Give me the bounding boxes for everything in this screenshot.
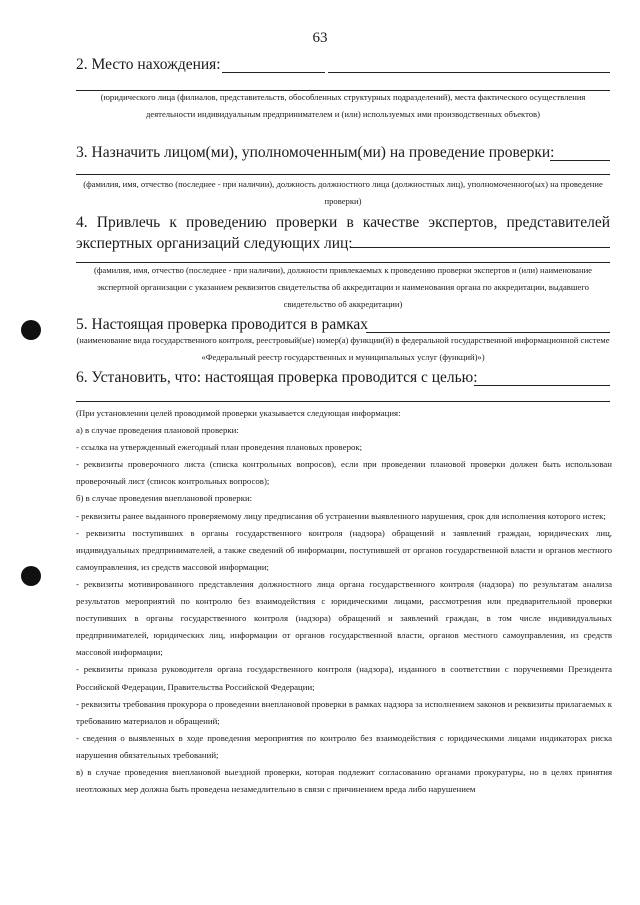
section-2-caption: (юридического лица (филиалов, представительств, обособленных структурных подразделений), места фактического осуществления деятельности индивидуальным предпринимателем и (или) используемых ими производственных объектов)	[100, 92, 586, 119]
fill-line	[350, 247, 610, 248]
paragraph: (При установлении целей проводимой проверки указывается следующая информация:	[76, 408, 401, 418]
section-3-heading: 3. Назначить лицом(ми), уполномоченным(ми) на проведение проверки:	[76, 144, 555, 161]
fill-line	[222, 72, 325, 73]
paragraph: - сведения о выявленных в ходе проведения мероприятия по контролю без взаимодействия с юридическими лицами индикаторах риска нарушения обязательных требований;	[76, 732, 612, 760]
page-number: 63	[312, 30, 328, 46]
paragraph: - реквизиты требования прокурора о проведении внеплановой проверки в рамках надзора за исполнением законов и реквизиты прилагаемых к требованию материалов и обращений;	[76, 698, 612, 726]
paragraph: - ссылка на утвержденный ежегодный план проведения плановых проверок;	[76, 442, 363, 453]
paragraph: - реквизиты мотивированного представления должностного лица органа государственного контроля (надзора) по результатам анализа результатов мероприятий по контролю без взаимодействия с юридическими лицами, рассмотрения или предварительной проверки поступивших в органы государственного контроля (надзора) обращений и заявлений граждан, в том числе индивидуальных предпринимателей, юридических лиц, информации от органов государственной власти, органов местного самоуправления, из средств массовой информации;	[76, 578, 612, 658]
section-4-heading: 4. Привлечь к проведению проверки в качестве экспертов, представителей экспертных организаций следующих лиц:	[76, 214, 610, 252]
paragraph: - реквизиты ранее выданного проверяемому лицу предписания об устранении выявленного нарушения, срок для исполнения которого истек;	[76, 510, 606, 521]
goals-info-text	[76, 405, 612, 798]
section-5-heading: 5. Настоящая проверка проводится в рамках	[76, 316, 369, 333]
paragraph: - реквизиты проверочного листа (списка контрольных вопросов), если при проведении плановой проверки должен быть использован проверочный лист (список контрольных вопросов);	[76, 459, 612, 487]
paragraph: - реквизиты приказа руководителя органа государственного контроля (надзора), изданного в соответствии с поручениями Президента Российской Федерации, Правительства Российской Федерации;	[76, 664, 612, 692]
paragraph: - реквизиты поступивших в органы государственного контроля (надзора) обращений и заявлений граждан, юридических лиц, индивидуальных предпринимателей, а также сведений об информации, поступившей от органов государственной власти и органов местного самоуправления, из средств массовой информации;	[76, 527, 612, 572]
punch-hole	[21, 320, 41, 340]
paragraph: а) в случае проведения плановой проверки:	[76, 425, 239, 436]
section-2-heading: 2. Место нахождения:	[76, 56, 221, 73]
section-4-caption: (фамилия, имя, отчество (последнее - при наличии), должности привлекаемых к проведению проверки экспертов и (или) наименование экспертной организации с указанием реквизитов свидетельства об аккредитации и наименования органа по аккредитации, выдавшего свидетельство об аккредитации)	[94, 265, 592, 309]
fill-line	[76, 401, 610, 402]
section-3-caption: (фамилия, имя, отчество (последнее - при наличии), должность должностного лица (должностных лиц), уполномоченного(ых) на проведение проверки)	[83, 179, 603, 206]
fill-line	[474, 385, 610, 386]
paragraph: б) в случае проведения внеплановой проверки:	[76, 493, 253, 504]
paragraph: в) в случае проведения внеплановой выездной проверки, которая подлежит согласованию органами прокуратуры, но в целях принятия неотложных мер должна быть проведена незамедлительно в связи с причинением вреда либо нарушением	[76, 766, 612, 795]
section-6-heading: 6. Установить, что: настоящая проверка проводится с целью:	[76, 369, 478, 386]
fill-line	[550, 160, 610, 161]
section-5-caption: (наименование вида государственного контроля, реестровый(ые) номер(а) функции(й) в федеральной государственной информационной системе «Федеральный реестр государственных и муниципальных услуг (функций)»)	[76, 335, 610, 362]
punch-hole	[21, 566, 41, 586]
fill-line	[328, 72, 610, 73]
fill-line	[76, 174, 610, 175]
